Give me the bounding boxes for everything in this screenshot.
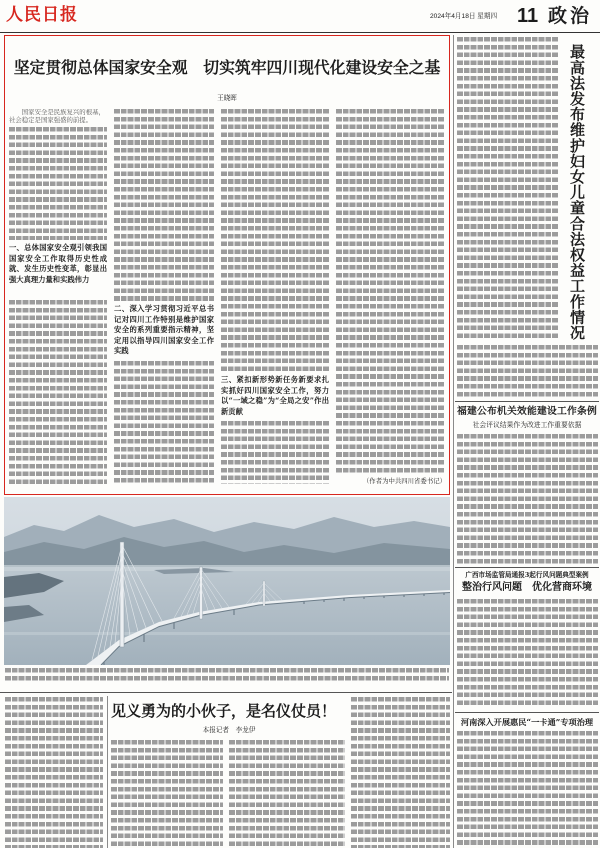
- header-rule: [0, 32, 600, 33]
- article-rule: [455, 567, 599, 568]
- main-article-author: 王晓晖: [217, 94, 237, 102]
- side-article-3-kicker: 广西市场监管局通报3起行风问题典型案例: [465, 571, 589, 579]
- side-article-3-headline: 整治行风问题 优化营商环境: [462, 582, 592, 593]
- main-article-lead: 国家安全是民族复兴的根基，社会稳定是国家强盛的前提。: [9, 109, 105, 124]
- body-text-block: [229, 740, 345, 848]
- article-rule: [455, 401, 599, 402]
- body-text-block: [457, 599, 598, 708]
- body-text-block: [5, 697, 103, 848]
- bridge-photo: [4, 497, 450, 665]
- issue-date: 2024年4月18日 星期四: [430, 13, 498, 20]
- side-article-2-headline: 福建公布机关效能建设工作条例: [457, 406, 597, 417]
- body-text-block: [114, 361, 214, 484]
- column-rule: [107, 696, 108, 848]
- side-article-2-subtitle: 社会评议结果作为改进工作重要依据: [472, 421, 582, 429]
- body-text-block: [114, 109, 214, 302]
- body-text-block: [221, 109, 329, 372]
- body-text-block: [457, 434, 598, 564]
- body-text-block: [9, 127, 107, 240]
- right-column-rule: [453, 35, 454, 848]
- page-number: 11: [517, 5, 539, 27]
- body-text-block: [457, 345, 598, 398]
- section-name: 政治: [548, 5, 593, 27]
- water: [4, 567, 450, 665]
- main-article-subhead-3: 三、紧扣新形势新任务新要求扎实抓好四川国家安全工作，努力以“一域之稳”为“全局之安”作出新贡献: [221, 375, 329, 416]
- body-text-block: [351, 697, 450, 848]
- body-text-block: [457, 731, 598, 848]
- body-text-block: [336, 109, 445, 475]
- caption-rule: [0, 692, 452, 693]
- side-article-4-headline: 河南深入开展惠民“一卡通”专项治理: [460, 717, 594, 727]
- newspaper-masthead: 人民日报: [6, 5, 78, 25]
- main-article-headline: 坚定贯彻总体国家安全观 切实筑牢四川现代化建设安全之基: [13, 58, 441, 77]
- water-glint: [4, 632, 450, 635]
- main-article: [4, 35, 450, 495]
- body-text-block: [111, 740, 223, 848]
- bottom-article-byline: 本报记者 李龙伊: [202, 726, 256, 734]
- bottom-article-headline: 见义勇为的小伙子，是名仪仗员！: [111, 702, 337, 720]
- author-note: （作者为中共四川省委书记）: [362, 477, 446, 485]
- haze: [4, 565, 450, 571]
- article-rule: [455, 712, 599, 713]
- main-article-subhead-1: 一、总体国家安全观引领我国国家安全工作取得历史性成就、发生历史性变革，彰显出强大真理力量和实践伟力: [9, 243, 107, 284]
- body-text-block: [457, 37, 559, 340]
- main-article-subhead-2: 二、深入学习贯彻习近平总书记对四川工作特别是维护国家安全的系列重要指示精神，坚定用以指导四川国家安全工作实践: [114, 304, 214, 356]
- body-text-block: [9, 300, 107, 484]
- side-article-1-headline: 最高法发布维护妇女儿童合法权益工作情况: [568, 44, 586, 341]
- body-text-block: [221, 421, 329, 484]
- photo-caption: [5, 668, 449, 681]
